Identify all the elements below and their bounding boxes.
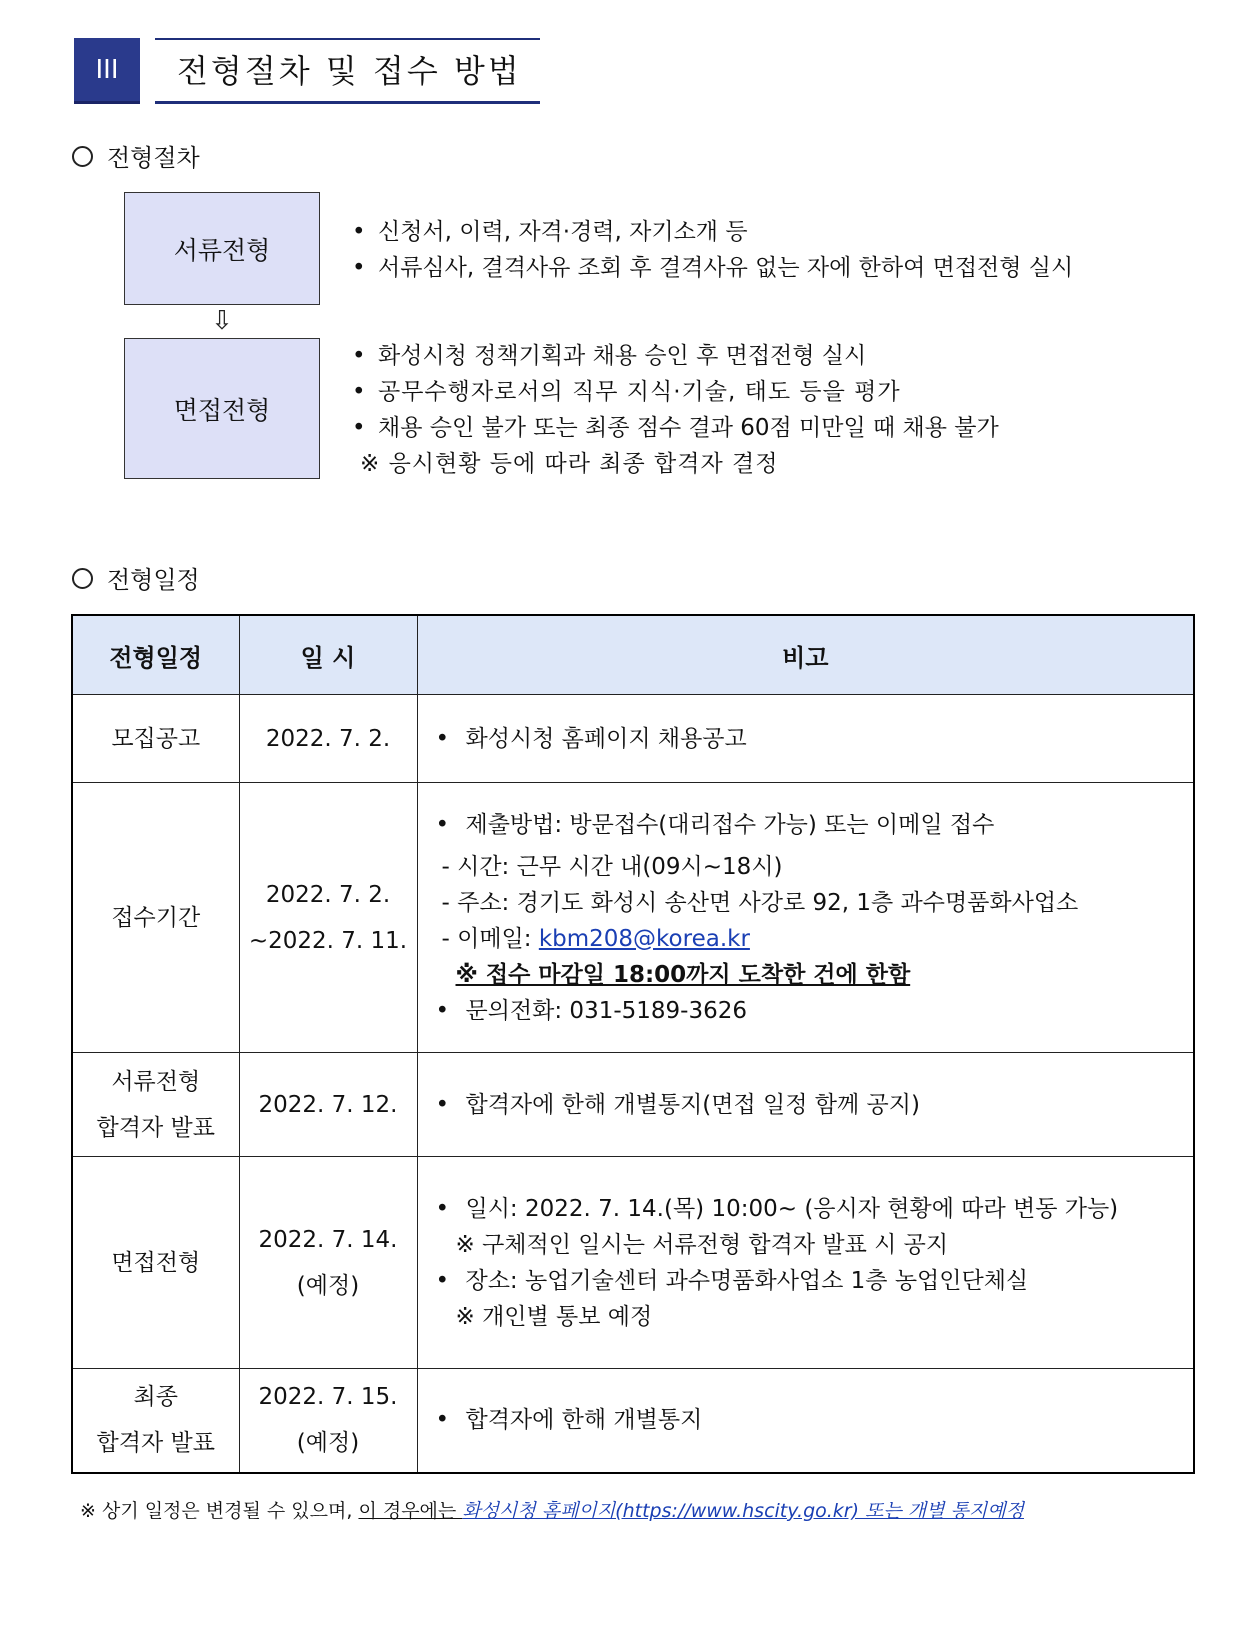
date-cell: 2022. 7. 12.	[239, 1053, 417, 1157]
stage-interview-items	[352, 338, 999, 482]
homepage-link[interactable]: 화성시청 홈페이지(https://www.hscity.go.kr) 또는 개별 통지예정	[462, 1500, 1024, 1522]
notes-cell: • 일시: 2022. 7. 14.(목) 10:00~ (응시자 현황에 따라 변동 가능) ※ 구체적인 일시는 서류전형 합격자 발표 시 공지 • 장소: 농업기술센터 과수명품화사업소 1층 농업인단체실 ※ 개인별 통보 예정	[417, 1157, 1194, 1369]
header-date: 일 시	[239, 615, 417, 695]
deadline-warning: ※ 접수 마감일 18:00까지 도착한 건에 한함	[455, 961, 911, 988]
table-row	[72, 783, 1194, 1053]
header-stage: 전형일정	[72, 615, 239, 695]
stage-cell: 접수기간	[72, 783, 239, 1053]
header-notes: 비고	[417, 615, 1194, 695]
section-number: III	[74, 38, 140, 104]
table-row	[72, 1369, 1194, 1473]
stage-cell: 면접전형	[72, 1157, 239, 1369]
schedule-heading: 전형일정	[72, 560, 200, 595]
down-arrow-icon: ⇩	[211, 306, 233, 336]
table-row	[72, 1053, 1194, 1157]
section-title: 전형절차 및 접수 방법	[155, 38, 540, 104]
note: ※ 응시현황 등에 따라 최종 합격자 결정	[360, 451, 779, 477]
stage-box-interview	[124, 338, 320, 479]
list-item: • 공무수행자로서의 직무 지식·기술, 태도 등을 평가	[352, 379, 901, 405]
stage-cell: 최종 합격자 발표	[72, 1369, 239, 1473]
email-link[interactable]: kbm208@korea.kr	[538, 925, 750, 952]
stage-box-document	[124, 192, 320, 305]
list-item: • 채용 승인 불가 또는 최종 점수 결과 60점 미만일 때 채용 불가	[352, 415, 999, 441]
procedure-heading: 전형절차	[72, 138, 200, 173]
schedule-table	[71, 614, 1195, 1474]
table-row	[72, 1157, 1194, 1369]
list-item: • 화성시청 정책기획과 채용 승인 후 면접전형 실시	[352, 343, 867, 369]
stage-label: 서류전형	[173, 235, 271, 265]
stage-cell: 서류전형 합격자 발표	[72, 1053, 239, 1157]
notes-cell: • 합격자에 한해 개별통지	[417, 1369, 1194, 1473]
notes-cell: • 화성시청 홈페이지 채용공고	[417, 695, 1194, 783]
date-cell: 2022. 7. 2. ~2022. 7. 11.	[239, 783, 417, 1053]
circle-bullet-icon	[72, 146, 93, 167]
table-header-row	[72, 615, 1194, 695]
footnote: ※ 상기 일정은 변경될 수 있으며, 이 경우에는 화성시청 홈페이지(https://www.hscity.go.kr) 또는 개별 통지예정	[80, 1500, 1024, 1522]
date-cell: 2022. 7. 15. (예정)	[239, 1369, 417, 1473]
date-cell: 2022. 7. 2.	[239, 695, 417, 783]
notes-cell: • 합격자에 한해 개별통지(면접 일정 함께 공지)	[417, 1053, 1194, 1157]
table-row	[72, 695, 1194, 783]
notes-cell: • 제출방법: 방문접수(대리접수 가능) 또는 이메일 접수 - 시간: 근무 시간 내(09시~18시) - 주소: 경기도 화성시 송산면 사강로 92, 1층 과수명품화사업소 - 이메일: kbm208@korea.kr ※ 접수 마감일 18:00까지 도착한 건에 한함 • 문의전화: 031-5189-3626	[417, 783, 1194, 1053]
stage-label: 면접전형	[173, 395, 271, 425]
list-item: • 신청서, 이력, 자격·경력, 자기소개 등	[352, 219, 748, 245]
date-cell: 2022. 7. 14. (예정)	[239, 1157, 417, 1369]
stage-cell: 모집공고	[72, 695, 239, 783]
list-item: • 서류심사, 결격사유 조회 후 결격사유 없는 자에 한하여 면접전형 실시	[352, 255, 1074, 281]
stage-document-items	[352, 214, 1073, 286]
circle-bullet-icon	[72, 568, 93, 589]
